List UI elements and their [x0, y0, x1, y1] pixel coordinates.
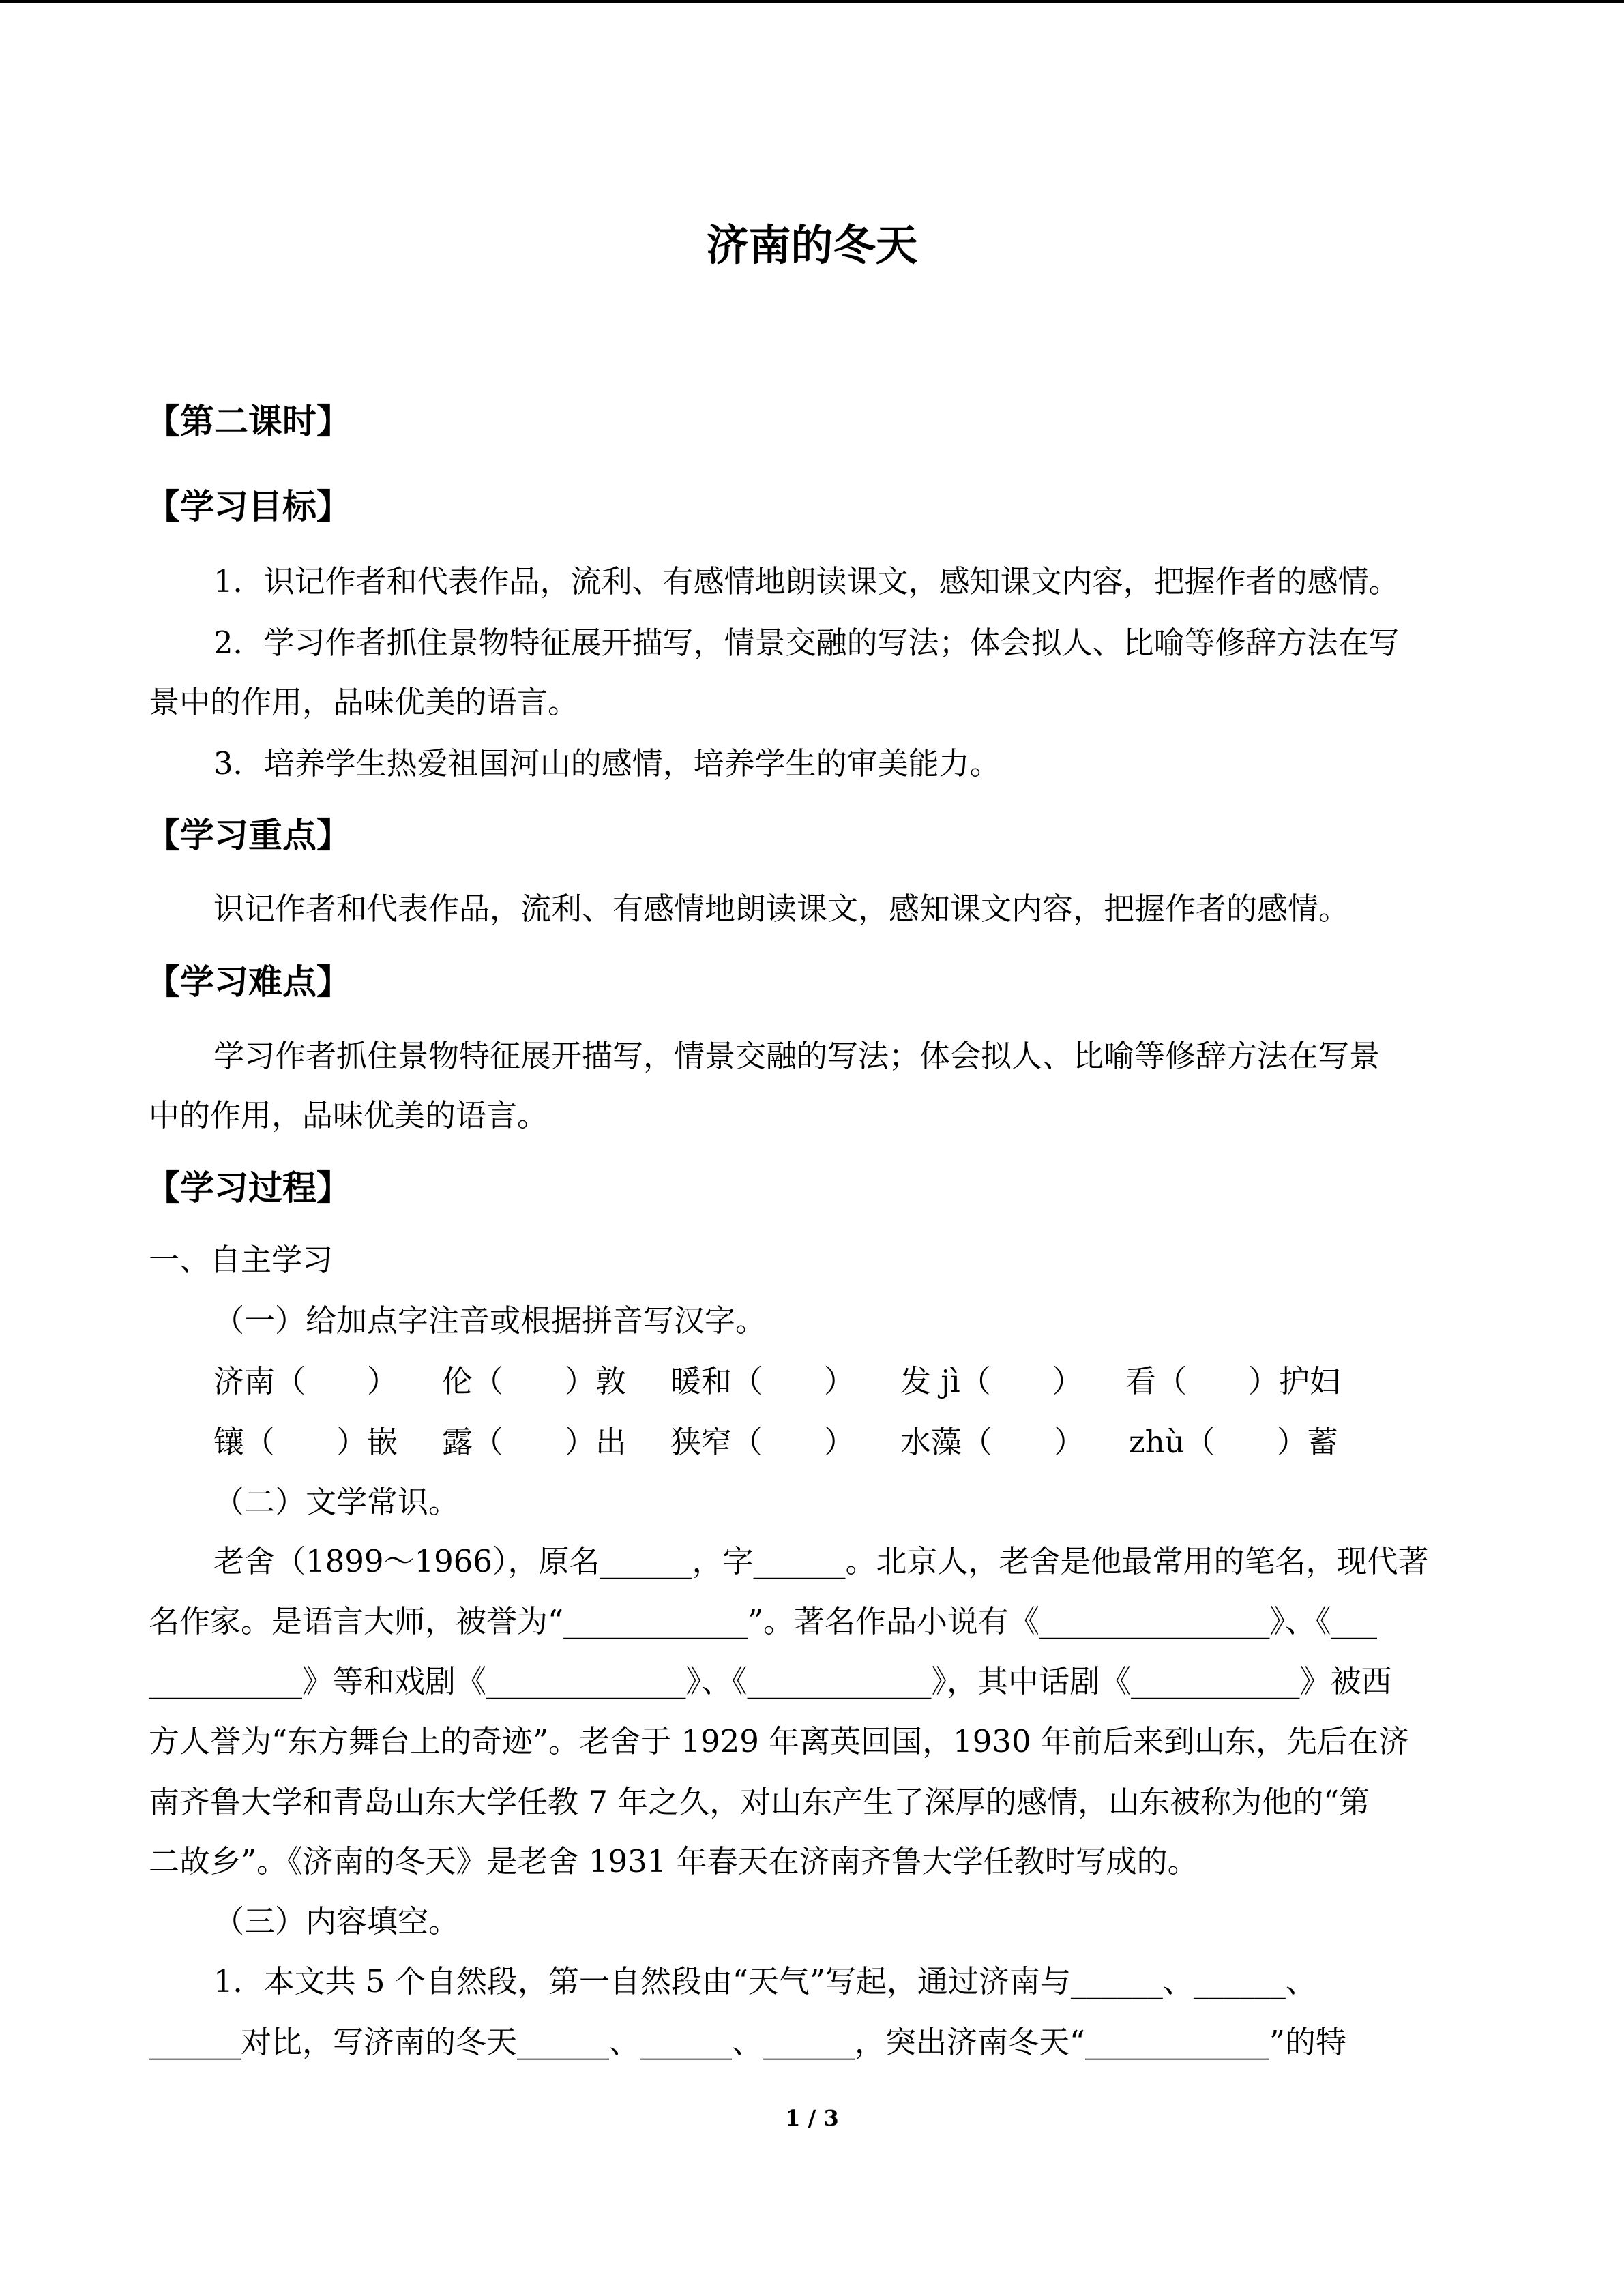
pinyin-item: 镶（ ）嵌: [213, 1424, 398, 1460]
literary-line-2: 名作家。是语言大师，被誉为“____________”。著名作品小说有《_______________》、《___: [149, 1603, 1378, 1639]
literary-line-3: __________》等和戏剧《_____________》、《____________》，其中话剧《___________》被西: [149, 1663, 1392, 1699]
heading-difficulties: 【学习难点】: [146, 962, 351, 1002]
key-points-text: 识记作者和代表作品，流利、有感情地朗读课文，感知课文内容，把握作者的感情。: [213, 891, 1350, 927]
subsection-content-fill: （三）内容填空。: [213, 1903, 460, 1939]
heading-lesson: 【第二课时】: [146, 402, 351, 441]
heading-process: 【学习过程】: [146, 1168, 351, 1208]
literary-line-6: 二故乡”。《济南的冬天》是老舍 1931 年春天在济南齐鲁大学任教时写成的。: [149, 1843, 1198, 1879]
pinyin-item: 济南（ ）: [213, 1363, 398, 1399]
objective-item-3: 3．培养学生热爱祖国河山的感情，培养学生的审美能力。: [213, 745, 1001, 781]
top-border-line: [0, 0, 1624, 3]
fill-line-1: 1．本文共 5 个自然段，第一自然段由“天气”写起，通过济南与______、______、: [213, 1963, 1316, 1999]
difficulties-line-2: 中的作用，品味优美的语言。: [149, 1097, 548, 1133]
document-title: 济南的冬天: [706, 220, 918, 270]
pinyin-item: 狭窄（ ）: [670, 1424, 855, 1460]
pinyin-item: 暖和（ ）: [670, 1363, 855, 1399]
subsection-pinyin: （一）给加点字注音或根据拼音写汉字。: [213, 1302, 767, 1339]
pinyin-item: 发 jì（ ）: [900, 1363, 1083, 1399]
pinyin-item: 露（ ）出: [442, 1424, 627, 1460]
pinyin-item: 看（ ）护妇: [1125, 1363, 1341, 1399]
pinyin-item: 水藻（ ）: [900, 1424, 1085, 1460]
literary-line-1: 老舍（1899～1966），原名______，字______。北京人，老舍是他最常用的笔名，现代著: [213, 1543, 1429, 1579]
objective-item-1: 1．识记作者和代表作品，流利、有感情地朗读课文，感知课文内容，把握作者的感情。: [213, 563, 1400, 599]
section-self-study: 一、自主学习: [149, 1242, 334, 1278]
literary-line-5: 南齐鲁大学和青岛山东大学任教 7 年之久，对山东产生了深厚的感情，山东被称为他的“第: [149, 1784, 1370, 1820]
pinyin-item: zhù（ ）蓄: [1129, 1424, 1338, 1460]
page-number: 1 / 3: [785, 2105, 839, 2131]
subsection-literary-knowledge: （二）文学常识。: [213, 1484, 460, 1520]
heading-key-points: 【学习重点】: [146, 816, 351, 855]
objective-item-2-line-2: 景中的作用，品味优美的语言。: [149, 684, 579, 720]
fill-line-2: ______对比，写济南的冬天______、______、______，突出济南冬天“____________”的特: [149, 2024, 1347, 2060]
difficulties-line-1: 学习作者抓住景物特征展开描写，情景交融的写法；体会拟人、比喻等修辞方法在写景: [213, 1038, 1381, 1074]
pinyin-item: 伦（ ）敦: [442, 1363, 627, 1399]
objective-item-2-line-1: 2．学习作者抓住景物特征展开描写，情景交融的写法；体会拟人、比喻等修辞方法在写: [213, 625, 1400, 661]
heading-objectives: 【学习目标】: [146, 487, 351, 526]
literary-line-4: 方人誉为“东方舞台上的奇迹”。老舍于 1929 年离英回国，1930 年前后来到山东，先后在济: [149, 1723, 1409, 1759]
